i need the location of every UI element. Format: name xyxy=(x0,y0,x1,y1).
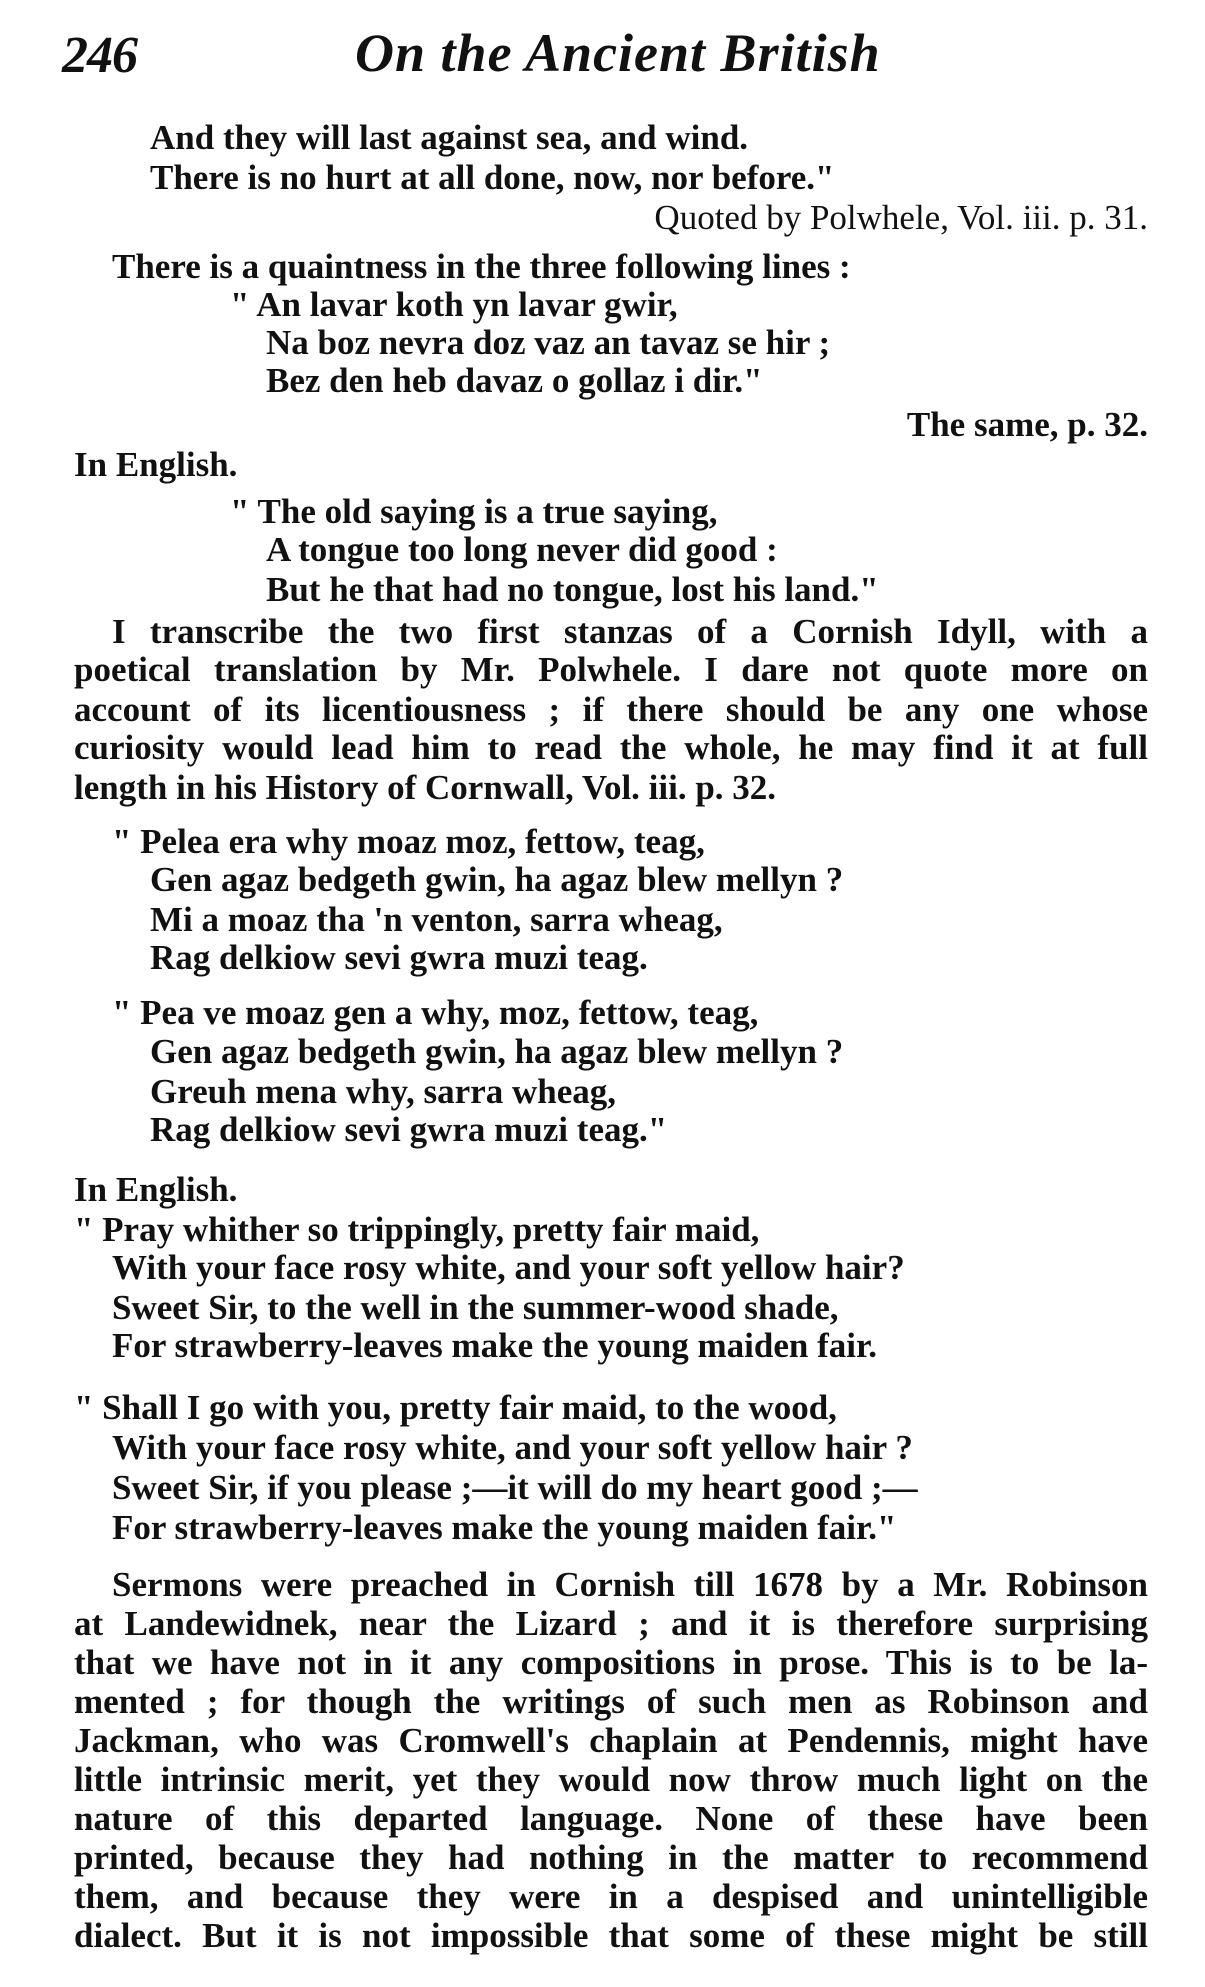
verse-line: A tongue too long never did good : xyxy=(266,530,778,569)
paragraph-line: account of its licentiousness ; if there should be any one whose xyxy=(74,690,1148,729)
verse-line: For strawberry-leaves make the young maiden fair. xyxy=(112,1326,878,1365)
paragraph-line: I transcribe the two first stanzas of a Cornish Idyll, with a xyxy=(112,612,1148,651)
verse-line: With your face rosy white, and your soft yellow hair? xyxy=(112,1248,905,1287)
paragraph-line: little intrinsic merit, yet they would now throw much light on the xyxy=(74,1760,1148,1799)
intro-line: There is a quaintness in the three following lines : xyxy=(112,247,851,286)
verse-line: But he that had no tongue, lost his land." xyxy=(266,570,879,609)
verse-line: Gen agaz bedgeth gwin, ha agaz blew mellyn ? xyxy=(150,1032,844,1071)
verse-line: Gen agaz bedgeth gwin, ha agaz blew mellyn ? xyxy=(150,860,844,899)
paragraph-line: at Landewidnek, near the Lizard ; and it is therefore surprising xyxy=(74,1604,1148,1643)
verse-line: And they will last against sea, and wind. xyxy=(150,118,749,157)
verse-line: Sweet Sir, if you please ;—it will do my heart good ;— xyxy=(112,1468,918,1507)
verse-line: Na boz nevra doz vaz an tavaz se hir ; xyxy=(266,323,831,362)
paragraph-line: curiosity would lead him to read the whole, he may find it at full xyxy=(74,728,1148,767)
paragraph-line: poetical translation by Mr. Polwhele. I dare not quote more on xyxy=(74,650,1148,689)
section-heading: In English. xyxy=(74,445,238,484)
verse-line: Sweet Sir, to the well in the summer-wood shade, xyxy=(112,1288,839,1327)
verse-line: " The old saying is a true saying, xyxy=(230,492,718,531)
paragraph-line: nature of this departed language. None of these have been xyxy=(74,1799,1148,1838)
verse-line: " Pray whither so trippingly, pretty fair maid, xyxy=(74,1210,760,1249)
paragraph-line: Jackman, who was Cromwell's chaplain at Pendennis, might have xyxy=(74,1721,1148,1760)
verse-line: There is no hurt at all done, now, nor before." xyxy=(150,158,835,197)
section-heading: In English. xyxy=(74,1170,238,1209)
paragraph-line: dialect. But it is not impossible that some of these might be still xyxy=(74,1916,1148,1955)
verse-line: Rag delkiow sevi gwra muzi teag." xyxy=(150,1110,668,1149)
paragraph-line: mented ; for though the writings of such men as Robinson and xyxy=(74,1682,1148,1721)
paragraph-line: length in his History of Cornwall, Vol. iii. p. 32. xyxy=(74,768,777,807)
citation: Quoted by Polwhele, Vol. iii. p. 31. xyxy=(654,198,1148,237)
verse-line: For strawberry-leaves make the young maiden fair." xyxy=(112,1508,897,1547)
page-header xyxy=(0,22,1205,92)
verse-line: " Shall I go with you, pretty fair maid, to the wood, xyxy=(74,1388,837,1427)
paragraph-line: them, and because they were in a despised and unintelligible xyxy=(74,1877,1148,1916)
verse-line: " Pea ve moaz gen a why, moz, fettow, teag, xyxy=(112,993,759,1032)
page-number: 246 xyxy=(62,27,137,84)
verse-line: " An lavar koth yn lavar gwir, xyxy=(230,285,678,324)
verse-line: Bez den heb davaz o gollaz i dir." xyxy=(266,361,763,400)
verse-line: Rag delkiow sevi gwra muzi teag. xyxy=(150,938,648,977)
running-title: On the Ancient British xyxy=(355,23,881,83)
paragraph-line: printed, because they had nothing in the matter to recommend xyxy=(74,1838,1148,1877)
verse-line: With your face rosy white, and your soft yellow hair ? xyxy=(112,1428,913,1467)
verse-line: " Pelea era why moaz moz, fettow, teag, xyxy=(112,822,705,861)
verse-line: Greuh mena why, sarra wheag, xyxy=(150,1072,617,1111)
verse-line: Mi a moaz tha 'n venton, sarra wheag, xyxy=(150,900,723,939)
paragraph-line: that we have not in it any compositions in prose. This is to be la- xyxy=(74,1643,1148,1682)
paragraph-line: Sermons were preached in Cornish till 1678 by a Mr. Robinson xyxy=(112,1565,1148,1604)
citation: The same, p. 32. xyxy=(906,405,1148,444)
